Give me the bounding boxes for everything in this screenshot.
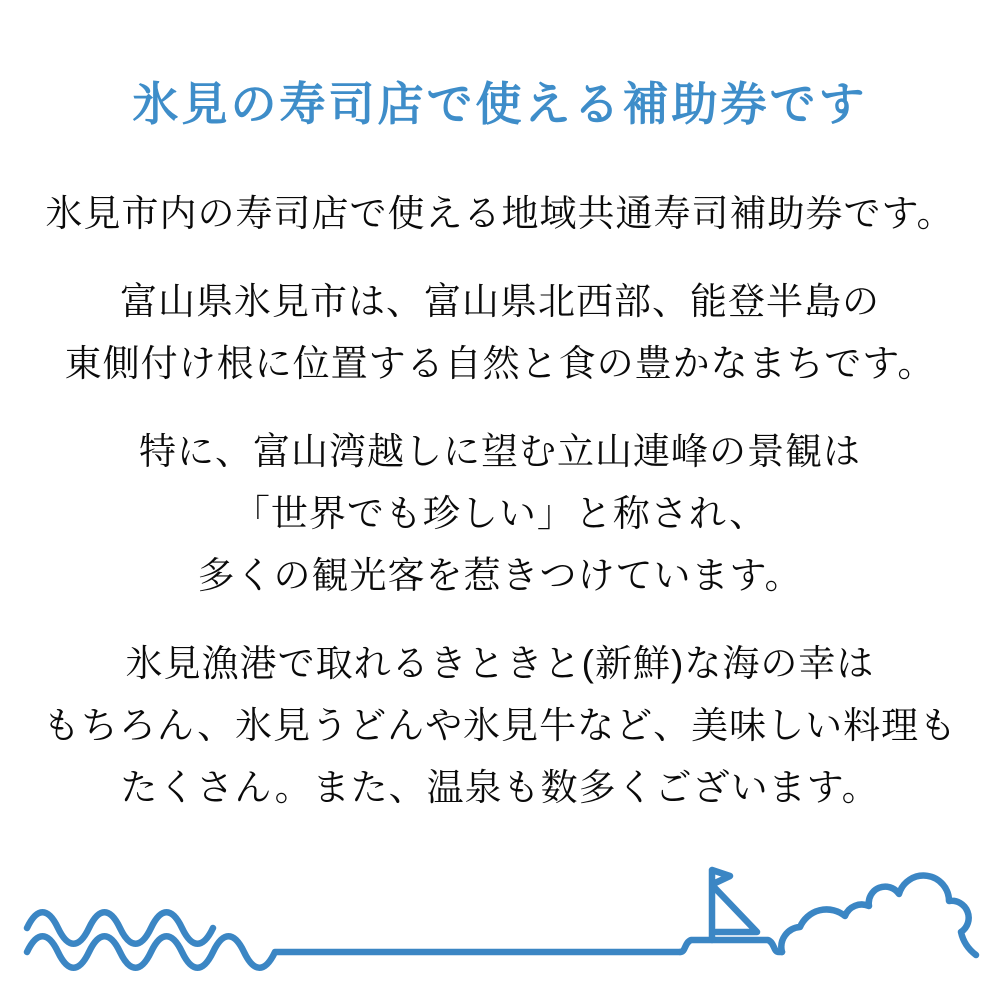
- sailboat-icon: [712, 870, 757, 940]
- paragraph-intro: [0, 183, 1000, 245]
- text-line: 「世界でも珍しい」と称され、: [232, 493, 768, 534]
- boat-hull-icon: [680, 940, 782, 952]
- text-line: たくさん。また、温泉も数多くございます。: [120, 767, 880, 808]
- text-line: 富山県氷見市は、富山県北西部、能登半島の: [120, 281, 880, 322]
- page-title: 氷見の寿司店で使える補助券です: [132, 78, 868, 130]
- text-line: 氷見市内の寿司店で使える地域共通寿司補助券です。: [45, 193, 955, 234]
- paragraph-food: [0, 633, 1000, 819]
- text-line: 特に、富山湾越しに望む立山連峰の景観は: [139, 431, 861, 472]
- text-line: もちろん、氷見うどんや氷見牛など、美味しい料理も: [42, 705, 958, 746]
- footer-illustration: [0, 850, 1000, 1000]
- text-line: 氷見漁港で取れるきときと(新鮮)な海の幸は: [125, 643, 875, 684]
- paragraph-scenery: [0, 421, 1000, 607]
- text-line: 多くの観光客を惹きつけています。: [197, 555, 803, 596]
- text-line: 東側付け根に位置する自然と食の豊かなまちです。: [64, 343, 936, 384]
- wave-icon: [27, 912, 213, 944]
- paragraph-location: [0, 271, 1000, 395]
- cloud-icon: [781, 876, 976, 955]
